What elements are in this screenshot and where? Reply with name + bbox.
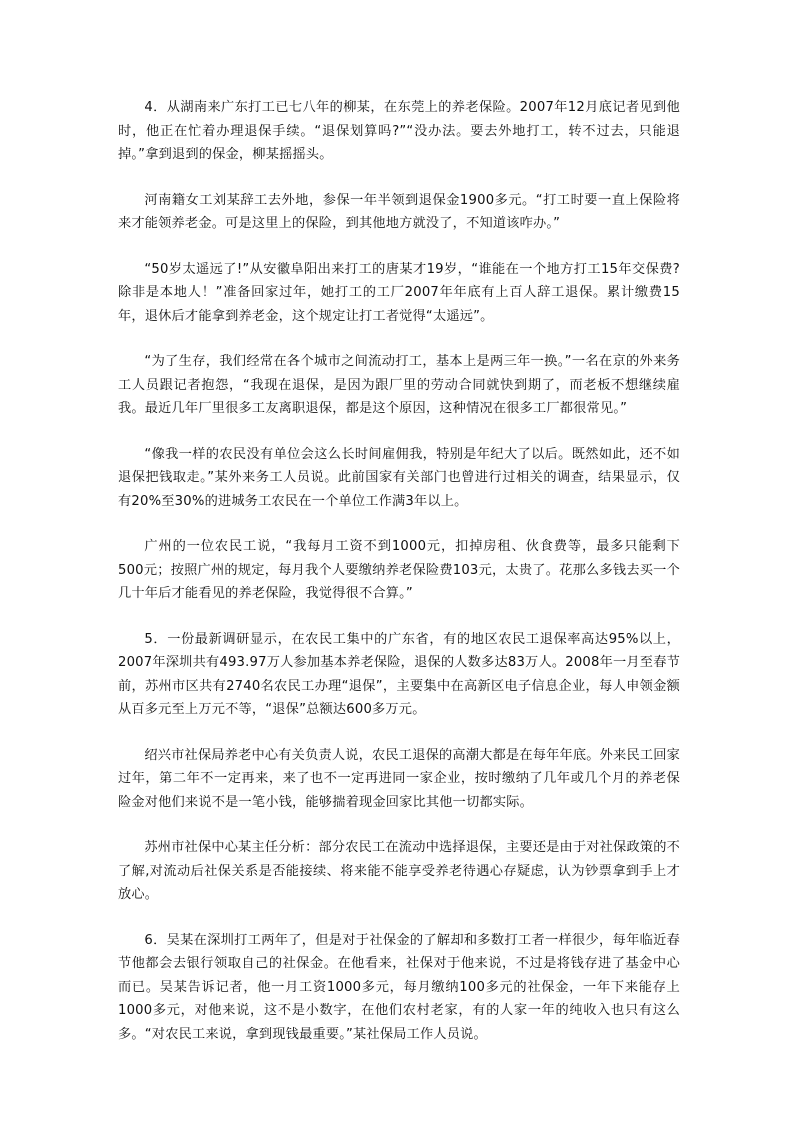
- document-body: [118, 96, 680, 1046]
- paragraph-5: “像我一样的农民没有单位会这么长时间雇佣我，特别是年纪大了以后。既然如此，还不如退保把钱取走。”某外来务工人员说。此前国家有关部门也曾进行过相关的调查，结果显示，仅有20%至30%的进城务工农民在一个单位工作满3年以上。: [118, 446, 680, 509]
- paragraph-3: “50岁太遥远了!”从安徽阜阳出来打工的唐某才19岁，“谁能在一个地方打工15年交保费?除非是本地人！”准备回家过年，她打工的工厂2007年年底有上百人辞工退保。累计缴费15年，退休后才能拿到养老金，这个规定让打工者觉得“太遥远”。: [118, 261, 680, 324]
- paragraph-1: 4．从湖南来广东打工已七八年的柳某，在东莞上的养老保险。2007年12月底记者见到他时，他正在忙着办理退保手续。“退保划算吗?”“没办法。要去外地打工，转不过去，只能退掉。”拿到退到的保金，柳某摇摇头。: [118, 100, 680, 162]
- paragraph-10: 6．吴某在深圳打工两年了，但是对于社保金的了解却和多数打工者一样很少，每年临近春节他都会去银行领取自己的社保金。在他看来，社保对于他来说，不过是将钱存进了基金中心而已。吴某告诉记者，他一月工资1000多元，每月缴纳100多元的社保金，一年下来能存上1000多元，对他来说，这不是小数字，在他们农村老家，有的人家一年的纯收入也只有这么多。“对农民工来说，拿到现钱最重要。”某社保局工作人员说。: [118, 932, 680, 1042]
- paragraph-7: 5．一份最新调研显示，在农民工集中的广东省，有的地区农民工退保率高达95%以上，2007年深圳共有493.97万人参加基本养老保险，退保的人数多达83万人。2008年一月至春节前，苏州市区共有2740名农民工办理“退保”，主要集中在高新区电子信息企业，每人申领金额从百多元至上万元不等，“退保”总额达600多万元。: [118, 631, 680, 717]
- paragraph-9: 苏州市社保中心某主任分析：部分农民工在流动中选择退保，主要还是由于对社保政策的不了解,对流动后社保关系是否能接续、将来能不能享受养老待遇心存疑虑，认为钞票拿到手上才放心。: [118, 840, 680, 902]
- paragraph-4: “为了生存，我们经常在各个城市之间流动打工，基本上是两三年一换。”一名在京的外来务工人员跟记者抱怨，“我现在退保，是因为跟厂里的劳动合同就快到期了，而老板不想继续雇我。最近几年厂里很多工友离职退保，都是这个原因，这种情况在很多工厂都很常见。”: [118, 354, 680, 416]
- paragraph-6: 广州的一位农民工说，“我每月工资不到1000元，扣掉房租、伙食费等，最多只能剩下500元；按照广州的规定，每月我个人要缴纳养老保险费103元，太贵了。花那么多钱去买一个几十年后才能看见的养老保险，我觉得很不合算。”: [118, 539, 680, 601]
- paragraph-8: 绍兴市社保局养老中心有关负责人说，农民工退保的高潮大都是在每年年底。外来民工回家过年，第二年不一定再来，来了也不一定再进同一家企业，按时缴纳了几年或几个月的养老保险金对他们来说不是一笔小钱，能够揣着现金回家比其他一切都实际。: [118, 747, 680, 810]
- paragraph-2: 河南籍女工刘某辞工去外地，参保一年半领到退保金1900多元。“打工时要一直上保险将来才能领养老金。可是这里上的保险，到其他地方就没了，不知道该咋办。”: [118, 192, 680, 231]
